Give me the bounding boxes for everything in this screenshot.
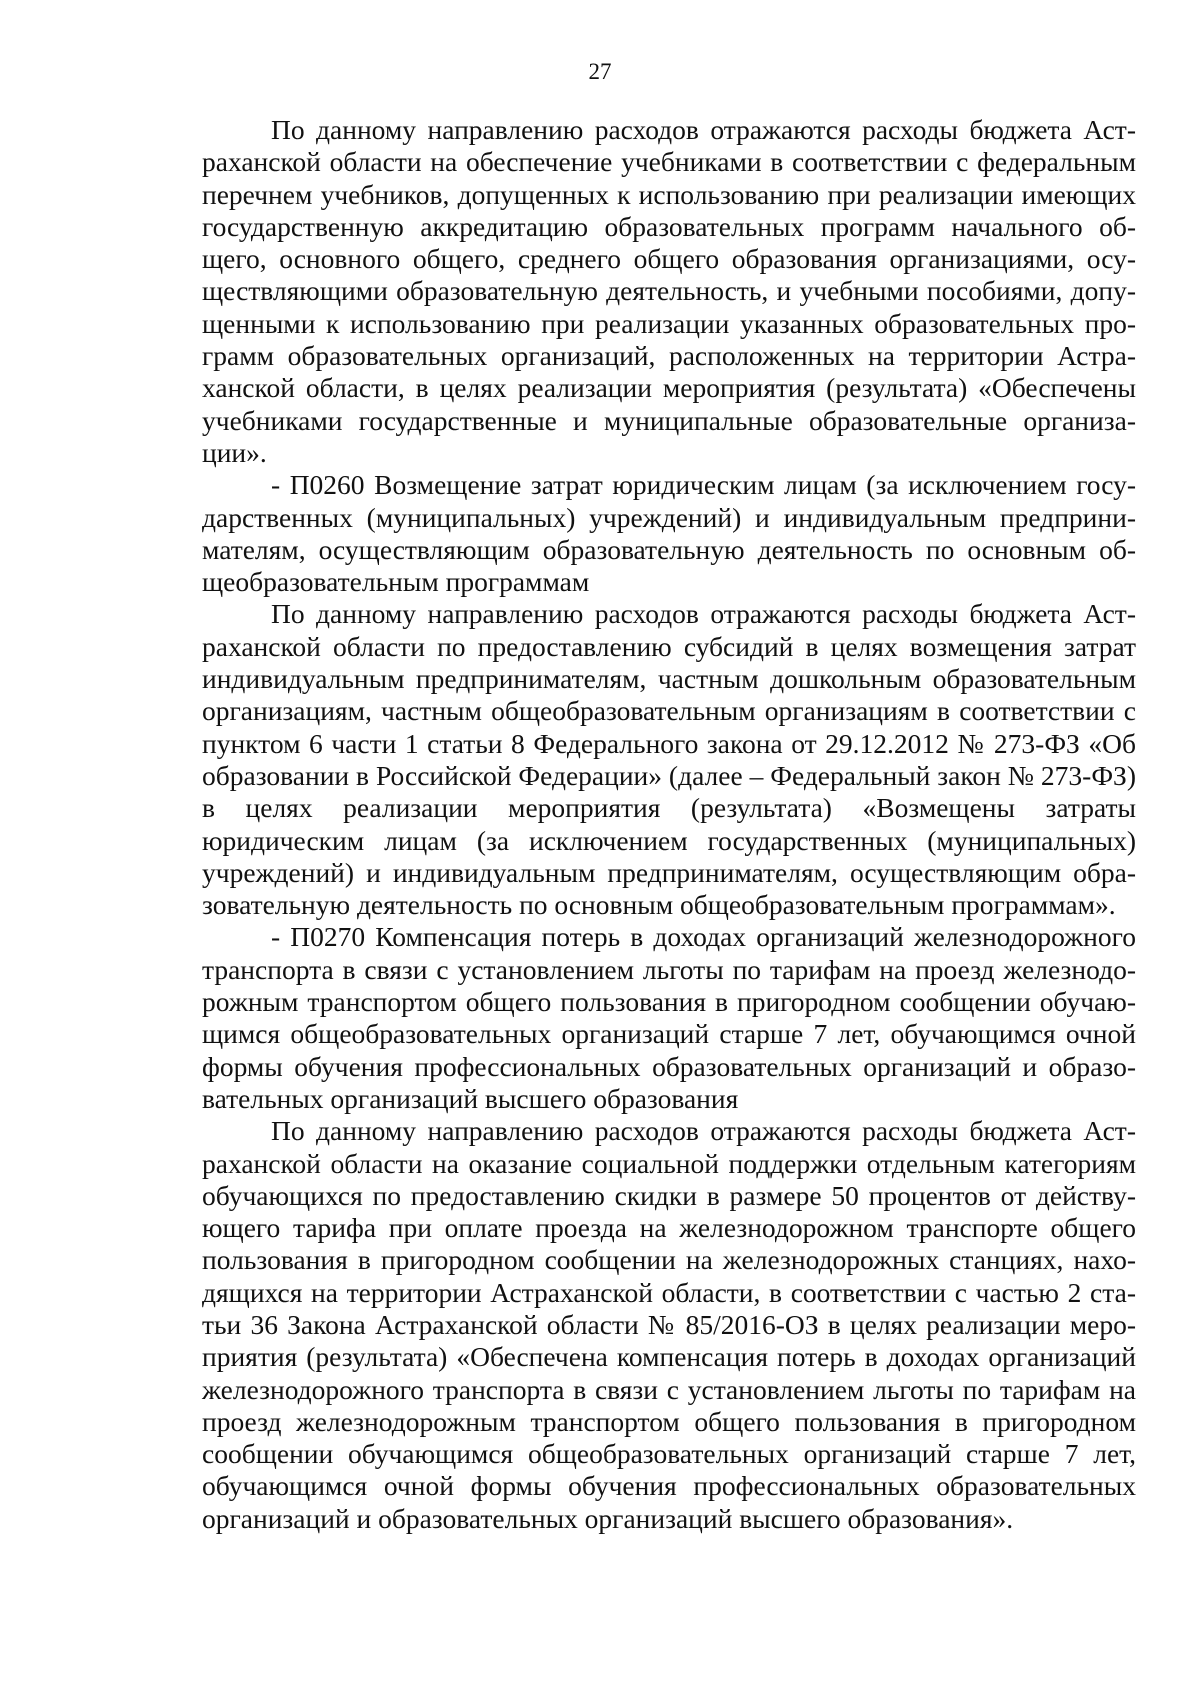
paragraph-p0260-description: По данному направлению расходов отражаются расходы бюджета Астраханской области по предоставлению субсидий в целях возмещения затрат индивидуальным предпринимателям, частным дошкольным образовательным организациям, частным общеобразовательным организациям в соответствии с пунктом 6 части 1 статьи 8 Федерального закона от 29.12.2012 № 273-ФЗ «Об образовании в Российской Федерации» (далее – Федеральный закон № 273-ФЗ) в целях реализации мероприятия (результата) «Возмещены затраты юридическим лицам (за исключением государственных (муниципальных) учреждений) и индивидуальным предпринимателям, осуществляющим образовательную деятельность по основным общеобразовательным программам». — [202, 598, 1136, 921]
paragraph-p0270-heading: - П0270 Компенсация потерь в доходах организаций железнодорожного транспорта в связи с установлением льготы по тарифам на проезд железнодорожным транспортом общего пользования в пригородном сообщении обучающимся общеобразовательных организаций старше 7 лет, обучающимся очной формы обучения профессиональных образовательных организаций и образовательных организаций высшего образования — [202, 921, 1136, 1114]
document-body — [202, 114, 1136, 1535]
paragraph-p0260-heading: - П0260 Возмещение затрат юридическим лицам (за исключением государственных (муниципальных) учреждений) и индивидуальным предпринимателям, осуществляющим образовательную деятельность по основным общеобразовательным программам — [202, 469, 1136, 598]
page-number: 27 — [588, 59, 612, 84]
paragraph-p0270-description: По данному направлению расходов отражаются расходы бюджета Астраханской области на оказание социальной поддержки отдельным категориям обучающихся по предоставлению скидки в размере 50 процентов от действующего тарифа при оплате проезда на железнодорожном транспорте общего пользования в пригородном сообщении на железнодорожных станциях, находящихся на территории Астраханской области, в соответствии с частью 2 статьи 36 Закона Астраханской области № 85/2016-ОЗ в целях реализации мероприятия (результата) «Обеспечена компенсация потерь в доходах организаций железнодорожного транспорта в связи с установлением льготы по тарифам на проезд железнодорожным транспортом общего пользования в пригородном сообщении обучающимся общеобразовательных организаций старше 7 лет, обучающимся очной формы обучения профессиональных образовательных организаций и образовательных организаций высшего образования». — [202, 1115, 1136, 1534]
paragraph-textbooks-description: По данному направлению расходов отражаются расходы бюджета Астраханской области на обеспечение учебниками в соответствии с федеральным перечнем учебников, допущенных к использованию при реализации имеющих государственную аккредитацию образовательных программ начального общего, основного общего, среднего общего образования организациями, осуществляющими образовательную деятельность, и учебными пособиями, допущенными к использованию при реализации указанных образовательных программ образовательных организаций, расположенных на территории Астраханской области, в целях реализации мероприятия (результата) «Обеспечены учебниками государственные и муниципальные образовательные организации». — [202, 114, 1136, 468]
